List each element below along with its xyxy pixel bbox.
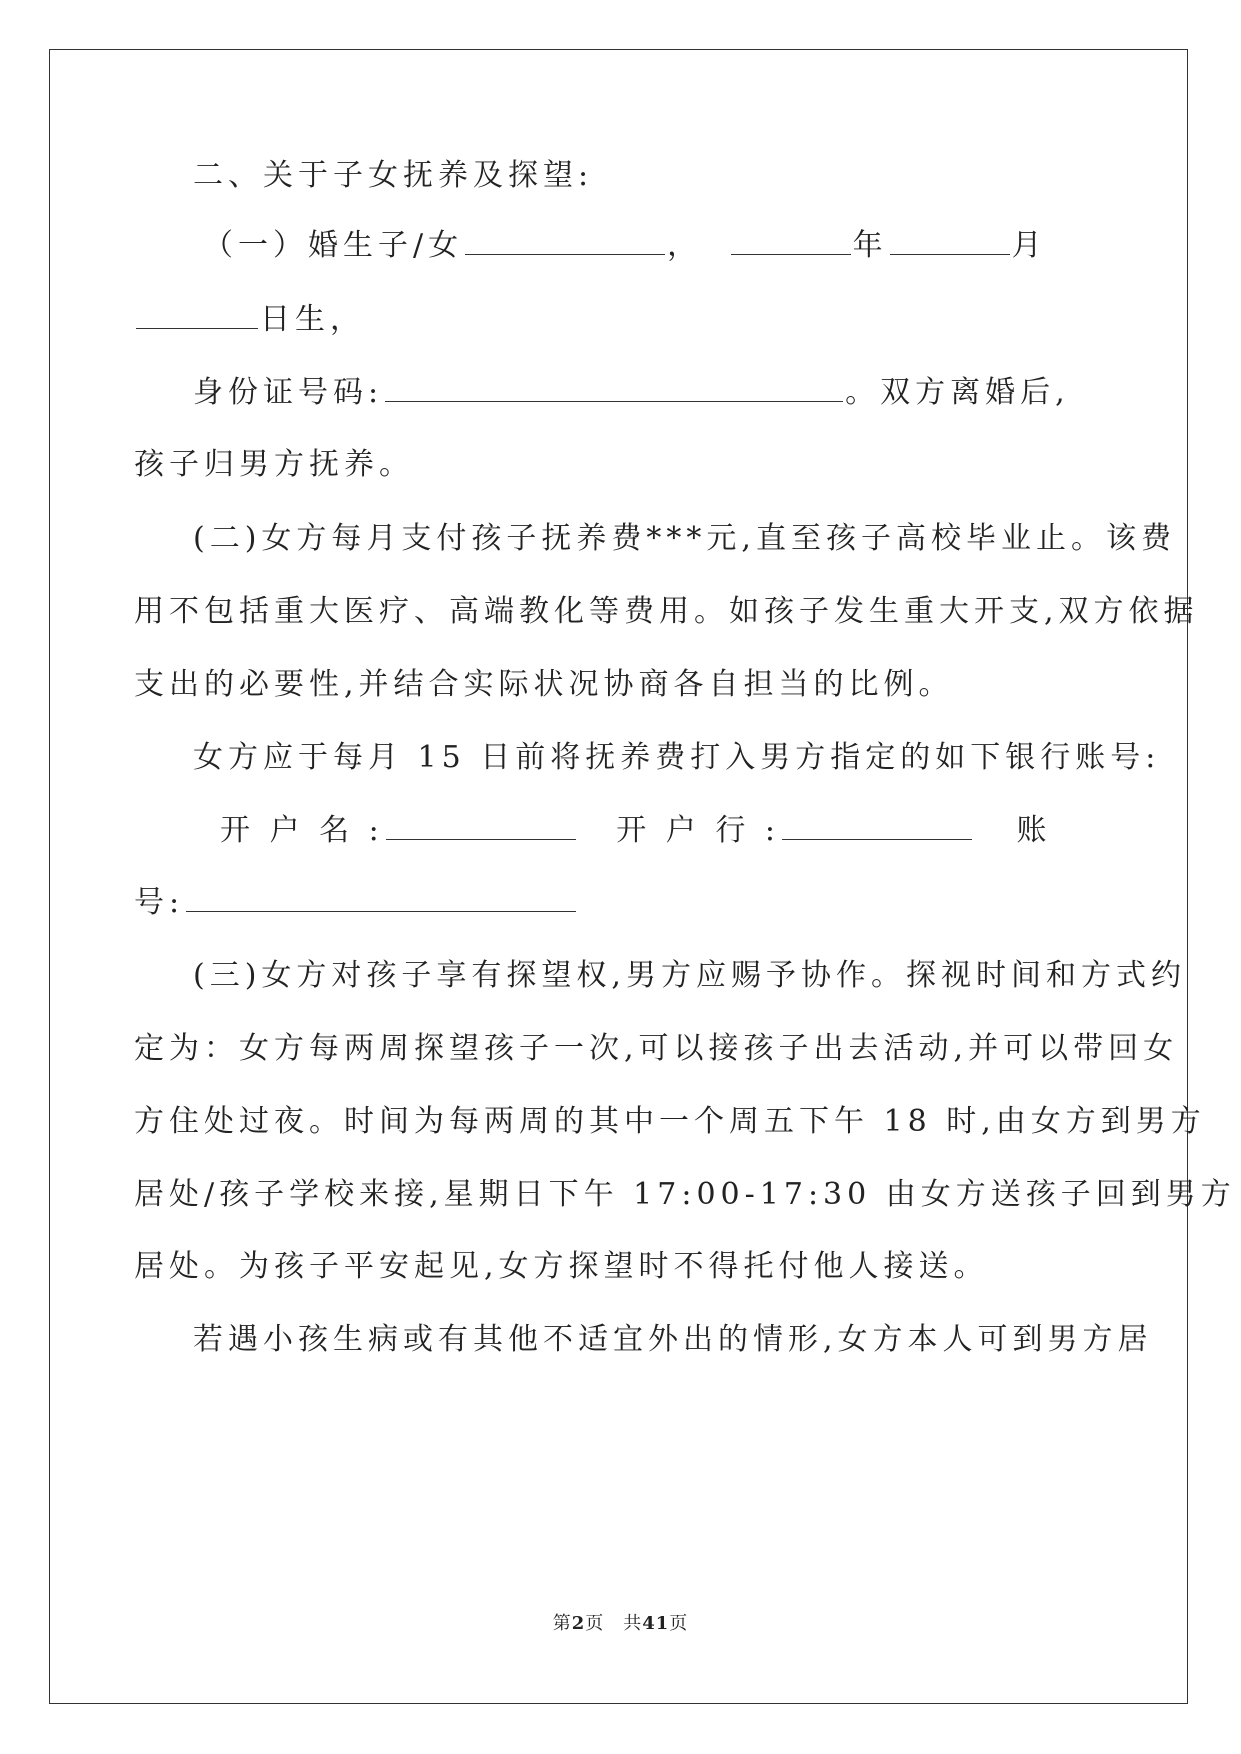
paragraph-3-line-2: 定为：女方每两周探望孩子一次,可以接孩子出去活动,并可以带回女 <box>134 1031 1179 1066</box>
child-name-blank <box>465 228 665 255</box>
bank-info-line <box>220 813 1052 849</box>
account-label-start: 账 <box>1016 813 1052 848</box>
id-line <box>193 375 1070 411</box>
id-line-tail: 。双方离婚后, <box>845 375 1070 410</box>
day-label: 日生， <box>260 302 365 337</box>
comma: ， <box>667 228 703 263</box>
paragraph-2-line-1: (二)女方每月支付孩子抚养费***元,直至孩子高校毕业止。该费 <box>193 521 1176 556</box>
bank-label: 开 户 行 : <box>616 813 780 848</box>
footer-suffix: 页 <box>669 1613 689 1634</box>
paragraph-3-line-3: 方住处过夜。时间为每两周的其中一个周五下午 18 时,由女方到男方 <box>134 1104 1206 1139</box>
id-label: 身份证号码: <box>193 375 384 410</box>
account-number-blank <box>186 885 576 912</box>
child-label: （一）婚生子/女 <box>203 228 464 263</box>
account-name-label: 开 户 名 : <box>220 813 384 848</box>
account-label-end: 号: <box>134 885 185 920</box>
year-label: 年 <box>852 228 888 263</box>
birth-day-line <box>134 302 365 338</box>
page-number: 2 <box>571 1613 586 1634</box>
month-label: 月 <box>1011 228 1047 263</box>
total-pages: 41 <box>642 1613 670 1634</box>
account-name-blank <box>386 813 576 840</box>
paragraph-2-line-3: 支出的必要性,并结合实际状况协商各自担当的比例。 <box>134 667 954 702</box>
paragraph-3-line-1: (三)女方对孩子享有探望权,男方应赐予协作。探视时间和方式约 <box>193 958 1186 993</box>
birth-day-blank <box>136 302 258 329</box>
id-number-blank <box>385 375 843 402</box>
bank-name-blank <box>782 813 972 840</box>
account-number-line <box>134 885 578 921</box>
paragraph-4-line-1: 若遇小孩生病或有其他不适宜外出的情形,女方本人可到男方居 <box>193 1322 1153 1357</box>
birth-year-blank <box>731 228 851 255</box>
paragraph-3-line-5: 居处。为孩子平安起见,女方探望时不得托付他人接送。 <box>134 1249 989 1284</box>
custody-line: 孩子归男方抚养。 <box>134 447 414 482</box>
child-info-line <box>203 228 1047 264</box>
paragraph-3-line-4: 居处/孩子学校来接,星期日下午 17:00-17:30 由女方送孩子回到男方 <box>134 1177 1236 1212</box>
footer-prefix: 第 <box>552 1613 572 1634</box>
bank-intro-line: 女方应于每月 15 日前将抚养费打入男方指定的如下银行账号: <box>193 740 1161 775</box>
section-heading: 二、关于子女抚养及探望: <box>193 158 594 193</box>
page-footer <box>0 1613 1241 1635</box>
paragraph-2-line-2: 用不包括重大医疗、高端教化等费用。如孩子发生重大开支,双方依据 <box>134 594 1199 629</box>
page-border <box>49 49 1188 1704</box>
footer-mid: 页 共 <box>585 1613 643 1634</box>
birth-month-blank <box>890 228 1010 255</box>
